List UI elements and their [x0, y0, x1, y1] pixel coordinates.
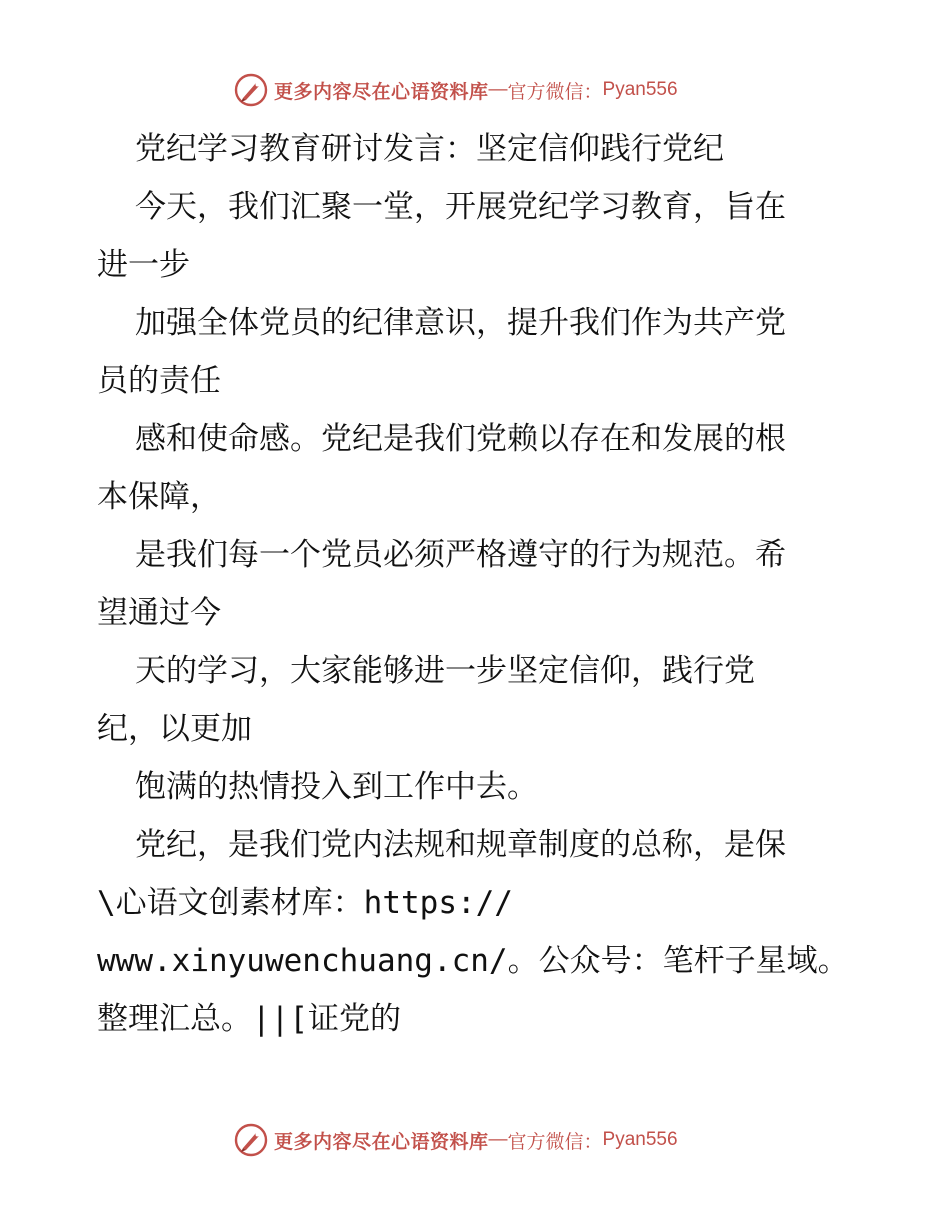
footer-wechat-label: 官方微信： — [507, 1130, 603, 1153]
text-line: 党纪，是我们党内法规和规章制度的总称，是保 — [135, 827, 786, 863]
text-line: 天的学习，大家能够进一步坚定信仰，践行党 — [135, 653, 755, 689]
text-line: 进一步 — [97, 247, 190, 283]
footer-wechat-id: Pyan556 — [602, 1129, 678, 1150]
pen-logo-icon — [234, 73, 268, 107]
text-line: 是我们每一个党员必须严格遵守的行为规范。希 — [135, 537, 786, 573]
text-line: 纪，以更加 — [97, 711, 252, 747]
header-banner — [234, 70, 678, 110]
text-line: www.xinyuwenchuang.cn/。公众号：笔杆子星域。 — [97, 943, 849, 979]
text-line: 感和使命感。党纪是我们党赖以存在和发展的根 — [135, 421, 786, 457]
text-line: 饱满的热情投入到工作中去。 — [135, 769, 538, 805]
document-title: 党纪学习教育研讨发言：坚定信仰践行党纪 — [135, 131, 724, 167]
text-line: 加强全体党员的纪律意识，提升我们作为共产党 — [135, 305, 786, 341]
footer-dash: — — [488, 1129, 508, 1150]
footer-brand-text: 更多内容尽在心语资料库 — [274, 1130, 489, 1153]
pen-logo-icon — [234, 1123, 268, 1157]
text-line: 员的责任 — [97, 363, 221, 399]
footer-banner — [234, 1120, 678, 1160]
text-line: 整理汇总。||[证党的 — [97, 1001, 401, 1037]
header-dash: — — [488, 79, 508, 100]
text-line: 本保障， — [97, 479, 221, 515]
text-line: 望通过今 — [97, 595, 221, 631]
text-line: \心语文创素材库：https:// — [97, 885, 513, 921]
header-wechat-label: 官方微信： — [507, 80, 603, 103]
document-body — [97, 120, 857, 1048]
header-brand-text: 更多内容尽在心语资料库 — [274, 80, 489, 103]
text-line: 今天，我们汇聚一堂，开展党纪学习教育，旨在 — [135, 189, 786, 225]
header-wechat-id: Pyan556 — [602, 79, 678, 100]
